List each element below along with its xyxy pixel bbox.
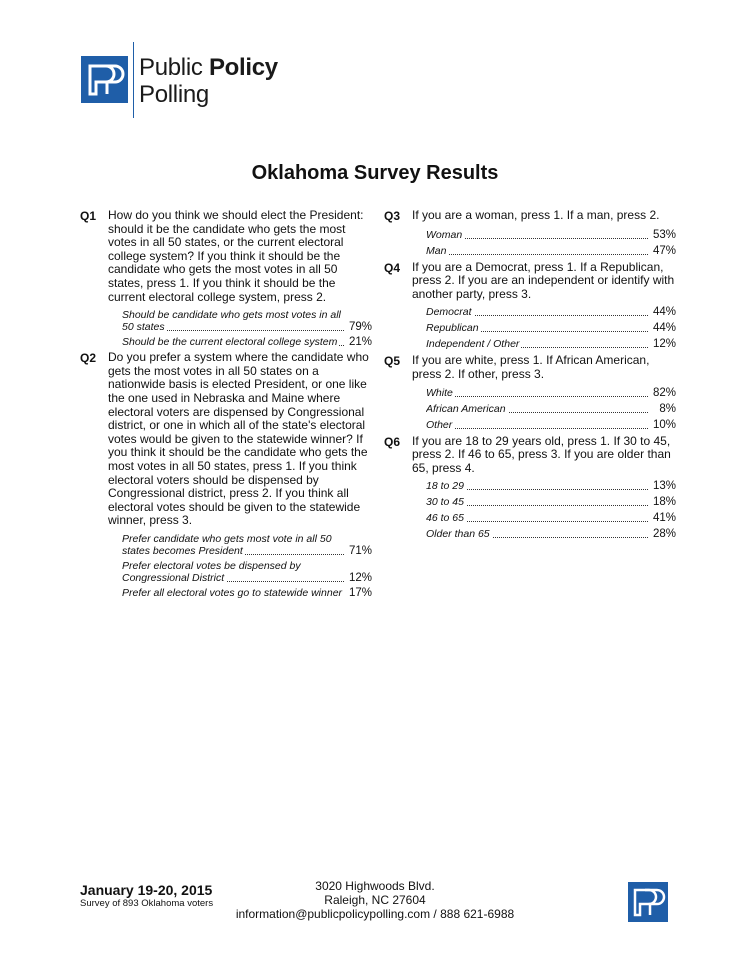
answer-label: Prefer electoral votes be dispensed by Congressional District: [122, 559, 301, 584]
answer-value: 79%: [348, 321, 372, 334]
answer-value: 53%: [652, 228, 676, 241]
answer-label: Woman: [426, 228, 463, 241]
answer-row: [122, 533, 372, 557]
logo-divider: [133, 42, 134, 118]
survey-date: January 19-20, 2015: [80, 882, 213, 898]
left-column: [80, 209, 372, 602]
question-number: Q5: [384, 354, 401, 369]
answer-row: [426, 322, 676, 334]
answer-label: Prefer all electoral votes go to statewide winner: [122, 586, 343, 599]
question-number: Q1: [80, 209, 97, 223]
answer-value: 82%: [652, 386, 676, 399]
answer-label: 30 to 45: [426, 496, 464, 509]
question-text: If you are a Democrat, press 1. If a Republican, press 2. If you are an independent or identify with another party, press 3.: [412, 259, 675, 301]
answer-row: [122, 309, 372, 333]
answer-value: 12%: [652, 338, 676, 351]
question-number: Q3: [384, 209, 401, 223]
answer-value: 28%: [652, 528, 676, 541]
address-line-1: 3020 Highwoods Blvd.: [315, 879, 435, 893]
answer-row: [122, 587, 372, 599]
question-number: Q2: [80, 351, 97, 366]
answer-value: 41%: [652, 512, 676, 525]
answer-row: [426, 306, 676, 318]
answer-label: Other: [426, 418, 453, 431]
answer-row: [426, 480, 676, 492]
survey-sample: Survey of 893 Oklahoma voters: [80, 898, 214, 909]
answer-row: [122, 560, 372, 584]
answer-value: 13%: [652, 480, 676, 493]
address-line-2: Raleigh, NC 27604: [324, 893, 426, 907]
answer-row: [426, 419, 676, 431]
answer-label: Man: [426, 244, 447, 257]
question-q3: [384, 209, 676, 224]
question-q6: [384, 435, 676, 476]
answer-row: [426, 387, 676, 399]
answer-list-q5: [426, 387, 676, 431]
answer-value: 44%: [652, 306, 676, 319]
answer-value: 8%: [659, 402, 676, 415]
answer-label: Older than 65: [426, 528, 490, 541]
right-column: [384, 209, 676, 544]
answer-row: [426, 245, 676, 257]
answer-row: [426, 403, 676, 415]
answer-row: [426, 512, 676, 524]
ppp-logo: [81, 42, 281, 118]
answer-label: Republican: [426, 322, 479, 335]
answer-row: [426, 496, 676, 508]
answer-label: Should be the current electoral college system: [122, 336, 338, 349]
answer-row: [426, 528, 676, 540]
question-q1: [80, 209, 372, 304]
question-q5: [384, 354, 676, 381]
answer-value: 44%: [652, 322, 676, 335]
answer-list-q6: [426, 480, 676, 540]
answer-list-q3: [426, 229, 676, 257]
answer-list-q4: [426, 306, 676, 350]
answer-value: 18%: [652, 496, 676, 509]
page-title: Oklahoma Survey Results: [251, 162, 499, 184]
ppp-footer-logo-icon: [628, 882, 668, 922]
answer-value: 21%: [348, 336, 372, 349]
logo-wordmark: Public Policy Polling: [139, 54, 278, 108]
question-q2: [80, 351, 372, 528]
answer-label: 46 to 65: [426, 512, 464, 525]
answer-row: [426, 229, 676, 241]
contact-line: information@publicpolicypolling.com / 888 621-6988: [235, 907, 515, 921]
answer-row: [122, 336, 372, 348]
question-text: If you are a woman, press 1. If a man, press 2.: [412, 208, 660, 222]
answer-label: African American: [426, 402, 506, 415]
question-text: Do you prefer a system where the candidate who gets the most votes in all 50 states on a nationwide basis is elected President, or one like the one used in Nebraska and Maine where electoral voters are dispensed by Congressional district, or one in which all of the state's electoral votes would be given to the statewide winner? If you think it should be the candidate who gets the most votes in all 50 states, press 1. If you think electoral voters should be dispensed by Congressional district, press 2. If you think all electoral votes should be given to the statewide winner, press 3.: [108, 350, 369, 528]
question-number: Q4: [384, 260, 401, 275]
answer-label: Independent / Other: [426, 338, 520, 351]
answer-label: Democrat: [426, 306, 472, 319]
ppp-logo-mark-icon: [81, 56, 128, 103]
answer-value: 10%: [652, 418, 676, 431]
answer-label: 18 to 29: [426, 480, 464, 493]
question-number: Q6: [384, 434, 401, 449]
answer-value: 71%: [348, 544, 372, 557]
question-text: If you are white, press 1. If African American, press 2. If other, press 3.: [412, 353, 650, 381]
answer-value: 12%: [348, 571, 372, 584]
answer-list-q1: [122, 309, 372, 348]
question-text: If you are 18 to 29 years old, press 1. If 30 to 45, press 2. If 46 to 65, press 3. If you are older than 65, press 4.: [412, 433, 671, 475]
answer-label: White: [426, 386, 453, 399]
question-q4: [384, 261, 676, 302]
question-text: How do you think we should elect the President: should it be the candidate who gets the most votes in all 50 states, or the current electoral college system? If you think it should be the candidate who gets the most votes in all 50 states, press 1. If you think it should be the current electoral college system, press 2.: [108, 208, 364, 304]
answer-list-q2: [122, 533, 372, 599]
contact-block: [200, 879, 550, 921]
answer-value: 17%: [348, 586, 372, 599]
answer-label: Prefer candidate who gets most vote in all 50 states becomes President: [122, 532, 332, 557]
answer-value: 47%: [652, 244, 676, 257]
answer-row: [426, 338, 676, 350]
answer-label: Should be candidate who gets most votes in all 50 states: [122, 309, 341, 334]
